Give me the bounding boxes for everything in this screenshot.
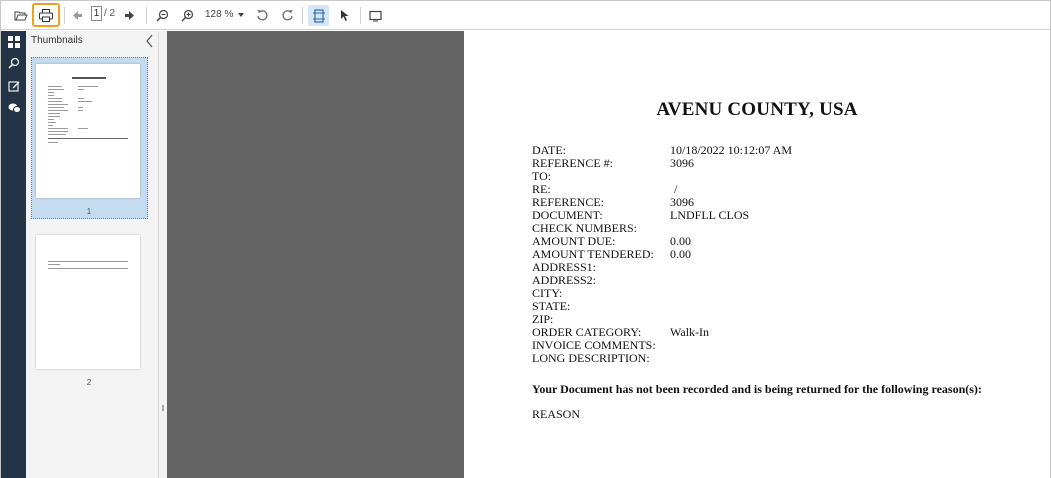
field-label: CITY:	[532, 286, 563, 300]
zoom-value: 128 %	[205, 9, 234, 20]
document-viewer[interactable]	[167, 31, 1050, 478]
left-tool-rail	[1, 31, 26, 478]
select-tool-icon[interactable]	[334, 5, 355, 26]
grid-icon[interactable]	[7, 35, 21, 49]
presentation-icon[interactable]	[365, 5, 386, 26]
field-label: TO:	[532, 169, 552, 183]
page-number-input[interactable]: 1	[91, 6, 102, 21]
rotate-right-icon[interactable]	[277, 5, 298, 26]
document-page	[464, 31, 1050, 478]
thumbnail-page-2[interactable]	[36, 235, 140, 369]
zoom-dropdown[interactable]	[205, 9, 244, 20]
thumbnail-number-2: 2	[86, 378, 92, 387]
thumbnail-page-1[interactable]	[36, 64, 140, 198]
thumbnails-title: Thumbnails	[31, 35, 83, 46]
toolbar-separator	[64, 7, 65, 24]
field-label: REFERENCE:	[532, 195, 605, 209]
thumbnail-number-1: 1	[86, 207, 92, 216]
field-value: 0.00	[670, 247, 691, 261]
chevron-down-icon	[238, 13, 244, 17]
panel-splitter[interactable]	[159, 31, 167, 478]
field-value: 10/18/2022 10:12:07 AM	[670, 143, 793, 157]
field-value: /	[674, 182, 678, 196]
fit-page-icon[interactable]	[308, 5, 329, 26]
search-icon[interactable]	[7, 56, 21, 70]
open-folder-icon[interactable]	[10, 5, 31, 26]
field-label: STATE:	[532, 299, 571, 313]
print-icon	[39, 9, 53, 22]
print-button[interactable]	[32, 3, 60, 27]
field-value: 0.00	[670, 234, 691, 248]
comments-icon[interactable]	[7, 101, 21, 115]
field-label: INVOICE COMMENTS:	[532, 338, 656, 352]
field-value: Walk-In	[670, 325, 710, 339]
document-title: AVENU COUNTY, USA	[656, 99, 858, 120]
zoom-out-icon[interactable]	[152, 5, 173, 26]
thumbnails-header	[26, 31, 159, 51]
field-value: 3096	[670, 156, 694, 170]
chevron-left-icon[interactable]	[145, 34, 157, 48]
field-label: DATE:	[532, 143, 566, 157]
toolbar	[1, 1, 1050, 30]
field-label: CHECK NUMBERS:	[532, 221, 638, 235]
field-label: ADDRESS1:	[532, 260, 597, 274]
field-label: AMOUNT TENDERED:	[532, 247, 654, 261]
previous-page-icon[interactable]	[67, 5, 88, 26]
edit-icon[interactable]	[7, 79, 21, 93]
field-label: RE:	[532, 182, 551, 196]
field-label: DOCUMENT:	[532, 208, 603, 222]
field-value: 3096	[670, 195, 694, 209]
field-label: ORDER CATEGORY:	[532, 325, 642, 339]
splitter-grip-icon[interactable]	[162, 405, 164, 411]
field-label: LONG DESCRIPTION:	[532, 351, 650, 365]
next-page-icon[interactable]	[119, 5, 140, 26]
field-label: ADDRESS2:	[532, 273, 597, 287]
thumbnails-panel	[26, 31, 159, 478]
toolbar-separator	[360, 7, 361, 24]
field-label: REFERENCE #:	[532, 156, 614, 170]
reason-text: REASON	[532, 407, 581, 421]
rotate-left-icon[interactable]	[252, 5, 273, 26]
toolbar-separator	[146, 7, 147, 24]
field-label: ZIP:	[532, 312, 554, 326]
toolbar-separator	[302, 7, 303, 24]
page-total: / 2	[104, 8, 116, 19]
zoom-in-icon[interactable]	[177, 5, 198, 26]
field-label: AMOUNT DUE:	[532, 234, 616, 248]
field-value: LNDFLL CLOS	[670, 208, 750, 222]
return-notice: Your Document has not been recorded and is being returned for the following reason(s):	[532, 382, 982, 396]
